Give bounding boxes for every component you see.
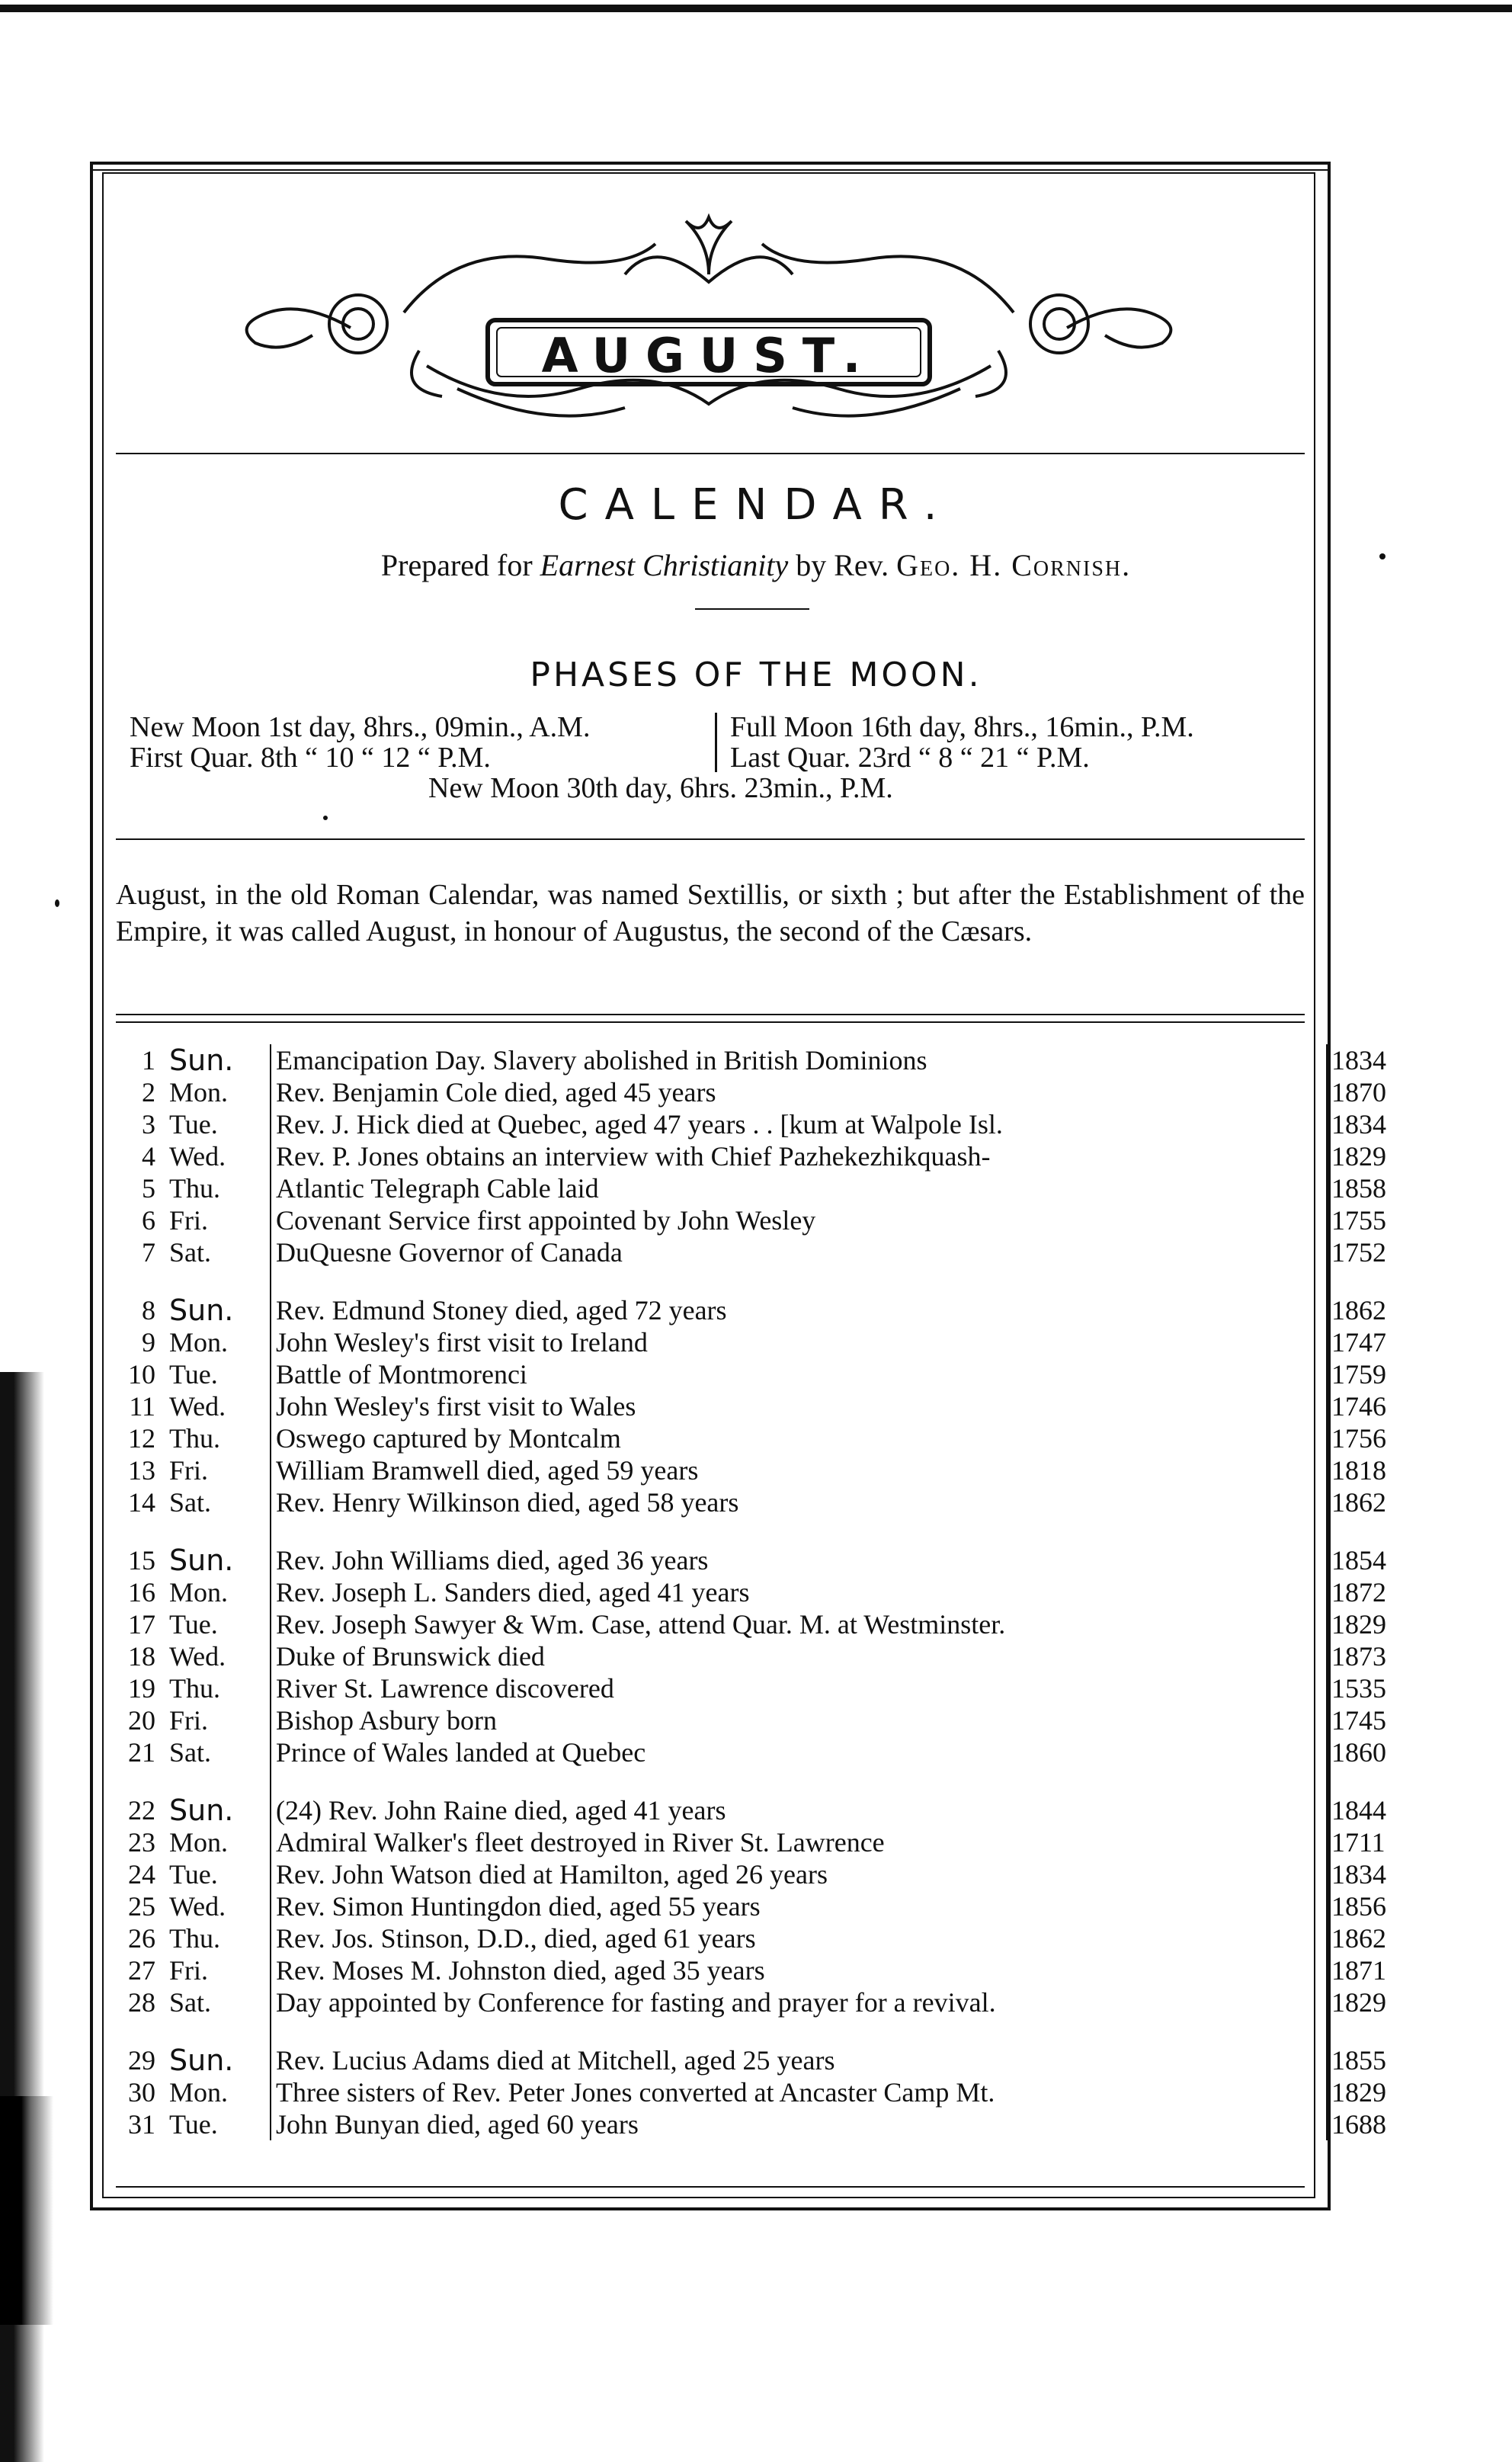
event-year: 1711	[1331, 1827, 1385, 1858]
event-label: Rev. Benjamin Cole died, aged 45 years	[276, 1077, 722, 1108]
day-row	[116, 1422, 1386, 1454]
day-name: Tue.	[169, 1609, 218, 1640]
day-name: Fri.	[169, 1705, 209, 1736]
event-label: Atlantic Telegraph Cable laid	[276, 1173, 605, 1204]
event-label: Rev. Jos. Stinson, D.D., died, aged 61 years	[276, 1923, 762, 1954]
day-name: Sun.	[169, 1043, 234, 1077]
event-label: Rev. Lucius Adams died at Mitchell, aged 25 years	[276, 2045, 841, 2076]
day-row	[116, 2108, 1386, 2140]
day-number: 12	[128, 1423, 155, 1454]
event-text	[276, 1422, 1316, 1454]
event-year: 1829	[1331, 1141, 1386, 1172]
day-name: Sun.	[169, 1544, 234, 1577]
event-text	[276, 1826, 1316, 1858]
event-text	[276, 1794, 1316, 1826]
event-year: 1862	[1331, 1923, 1386, 1954]
day-number: 22	[128, 1795, 155, 1826]
event-year: 1860	[1331, 1737, 1386, 1768]
day-row	[116, 1358, 1386, 1390]
event-text	[276, 1076, 1316, 1108]
event-label: (24) Rev. John Raine died, aged 41 years	[276, 1795, 732, 1826]
day-name: Sat.	[169, 1237, 212, 1268]
event-label: Admiral Walker's fleet destroyed in River St. Lawrence	[276, 1827, 891, 1858]
event-year: 1818	[1331, 1455, 1386, 1486]
day-row	[116, 1326, 1386, 1358]
event-label: Rev. John Williams died, aged 36 years	[276, 1545, 714, 1576]
event-text	[276, 2044, 1316, 2076]
event-year: 1759	[1331, 1359, 1386, 1390]
day-number: 8	[142, 1295, 155, 1326]
event-year: 1834	[1331, 1045, 1386, 1076]
short-rule	[695, 608, 809, 610]
event-label: Rev. J. Hick died at Quebec, aged 47 years . . [kum at Walpole Isl.	[276, 1109, 1009, 1140]
event-label: John Bunyan died, aged 60 years	[276, 2109, 645, 2140]
event-year: 1756	[1331, 1423, 1386, 1454]
day-row	[116, 1890, 1386, 1922]
event-label: Rev. John Watson died at Hamilton, aged 26 years	[276, 1859, 834, 1890]
day-name: Fri.	[169, 1955, 209, 1986]
event-label: Rev. Henry Wilkinson died, aged 58 years	[276, 1487, 745, 1518]
day-name: Thu.	[169, 1173, 220, 1204]
divider-rule	[116, 838, 1305, 840]
event-year: 1752	[1331, 1237, 1386, 1268]
day-name: Thu.	[169, 1423, 220, 1454]
event-text	[276, 1236, 1316, 1268]
day-name: Thu.	[169, 1923, 220, 1954]
event-year: 1755	[1331, 1205, 1386, 1236]
day-row	[116, 1794, 1386, 1827]
day-row	[116, 1704, 1386, 1736]
event-year: 1688	[1331, 2109, 1386, 2140]
event-year: 1829	[1331, 1609, 1386, 1640]
day-row	[116, 1294, 1386, 1327]
day-number: 2	[142, 1077, 155, 1108]
day-number: 6	[142, 1205, 155, 1236]
event-label: DuQuesne Governor of Canada	[276, 1237, 629, 1268]
day-name: Tue.	[169, 1109, 218, 1140]
divider-rule	[116, 1021, 1305, 1023]
event-text	[276, 1640, 1316, 1672]
ornament-icon	[229, 213, 1189, 434]
phases-title: PHASES OF THE MOON.	[530, 656, 982, 694]
phase-line-2-right: Last Quar. 23rd “ 8 “ 21 “ P.M.	[730, 742, 1090, 774]
day-name: Sun.	[169, 1794, 234, 1827]
event-label: Rev. Joseph Sawyer & Wm. Case, attend Quar. M. at Westminster.	[276, 1609, 1011, 1640]
event-text	[276, 1486, 1316, 1518]
day-number: 23	[128, 1827, 155, 1858]
event-text	[276, 2076, 1316, 2108]
day-row	[116, 2044, 1386, 2077]
event-label: Battle of Montmorenci	[276, 1359, 533, 1390]
top-rule	[0, 5, 1512, 12]
event-year: 1854	[1331, 1545, 1386, 1576]
event-label: John Wesley's first visit to Ireland	[276, 1327, 654, 1358]
day-number: 1	[142, 1045, 155, 1076]
column-rule-right	[1326, 1044, 1328, 2140]
divider-rule	[116, 1014, 1305, 1015]
scan-speck	[55, 899, 59, 907]
event-text	[276, 1576, 1316, 1608]
event-text	[276, 1044, 1316, 1076]
day-name: Tue.	[169, 1859, 218, 1890]
day-number: 11	[129, 1391, 155, 1422]
day-number: 5	[142, 1173, 155, 1204]
day-number: 14	[128, 1487, 155, 1518]
event-year: 1858	[1331, 1173, 1386, 1204]
event-text	[276, 1608, 1316, 1640]
day-number: 15	[128, 1545, 155, 1576]
day-name: Sun.	[169, 1294, 234, 1327]
day-number: 18	[128, 1641, 155, 1672]
day-number: 13	[128, 1455, 155, 1486]
event-text	[276, 1454, 1316, 1486]
event-year: 1871	[1331, 1955, 1386, 1986]
day-name: Mon.	[169, 2077, 229, 2108]
day-row	[116, 1204, 1386, 1236]
event-year: 1862	[1331, 1295, 1386, 1326]
day-name: Fri.	[169, 1205, 209, 1236]
divider-rule-bottom	[116, 2186, 1305, 2188]
event-label: Rev. P. Jones obtains an interview with Chief Pazhekezhikquash-	[276, 1141, 996, 1172]
day-number: 29	[128, 2045, 155, 2076]
day-number: 21	[128, 1737, 155, 1768]
ornamental-header	[229, 213, 1189, 434]
event-label: Bishop Asbury born	[276, 1705, 503, 1736]
publication-name: Earnest Christianity	[540, 548, 789, 582]
day-number: 20	[128, 1705, 155, 1736]
day-name: Wed.	[169, 1141, 226, 1172]
event-label: Day appointed by Conference for fasting and prayer for a revival.	[276, 1987, 1002, 2018]
event-year: 1870	[1331, 1077, 1386, 1108]
phase-line-1-right: Full Moon 16th day, 8hrs., 16min., P.M.	[730, 711, 1194, 743]
day-number: 9	[142, 1327, 155, 1358]
event-label: Rev. Joseph L. Sanders died, aged 41 years	[276, 1577, 756, 1608]
prepared-by: by Rev.	[796, 548, 889, 582]
event-text	[276, 1890, 1316, 1922]
day-number: 24	[128, 1859, 155, 1890]
day-number: 27	[128, 1955, 155, 1986]
event-text	[276, 1544, 1316, 1576]
day-row	[116, 1672, 1386, 1704]
event-text	[276, 1390, 1316, 1422]
day-row	[116, 1826, 1385, 1858]
event-label: Prince of Wales landed at Quebec	[276, 1737, 652, 1768]
event-year: 1829	[1331, 1987, 1386, 2018]
event-year: 1862	[1331, 1487, 1386, 1518]
event-text	[276, 1358, 1316, 1390]
event-label: Covenant Service first appointed by John Wesley	[276, 1205, 822, 1236]
day-row	[116, 2076, 1386, 2108]
phase-line-3: New Moon 30th day, 6hrs. 23min., P.M.	[428, 772, 893, 804]
event-text	[276, 1672, 1316, 1704]
event-label: Rev. Simon Huntingdon died, aged 55 years	[276, 1891, 767, 1922]
day-number: 28	[128, 1987, 155, 2018]
day-row	[116, 1043, 1386, 1077]
day-name: Sat.	[169, 1487, 212, 1518]
day-number: 4	[142, 1141, 155, 1172]
phase-line-1-left: New Moon 1st day, 8hrs., 09min., A.M.	[130, 711, 591, 743]
day-row	[116, 1544, 1386, 1577]
day-number: 30	[128, 2077, 155, 2108]
day-row	[116, 1236, 1386, 1268]
day-row	[116, 1640, 1386, 1672]
event-label: Rev. Edmund Stoney died, aged 72 years	[276, 1295, 733, 1326]
day-row	[116, 1172, 1386, 1204]
event-text	[276, 1294, 1316, 1326]
event-text	[276, 1954, 1316, 1986]
event-text	[276, 1140, 1316, 1172]
day-row	[116, 1922, 1386, 1954]
day-number: 16	[128, 1577, 155, 1608]
day-number: 19	[128, 1673, 155, 1704]
day-name: Mon.	[169, 1077, 229, 1108]
author-name: Geo. H. Cornish.	[896, 548, 1132, 582]
event-text	[276, 1704, 1316, 1736]
event-year: 1834	[1331, 1859, 1386, 1890]
event-year: 1746	[1331, 1391, 1386, 1422]
event-text	[276, 1922, 1316, 1954]
day-row	[116, 1390, 1386, 1422]
event-label: William Bramwell died, aged 59 years	[276, 1455, 704, 1486]
day-row	[116, 1954, 1386, 1986]
day-number: 17	[128, 1609, 155, 1640]
event-year: 1834	[1331, 1109, 1386, 1140]
day-row	[116, 1140, 1386, 1172]
event-year: 1872	[1331, 1577, 1386, 1608]
event-text	[276, 1172, 1316, 1204]
event-year: 1747	[1331, 1327, 1386, 1358]
day-row	[116, 1858, 1386, 1890]
event-text	[276, 1736, 1316, 1768]
intro-paragraph: August, in the old Roman Calendar, was named Sextillis, or sixth ; but after the Establishment of the Empire, it was called August, in honour of Augustus, the second of the Cæsars.	[116, 879, 1305, 947]
day-row	[116, 1736, 1386, 1768]
month-title: AUGUST.	[541, 328, 876, 383]
day-name: Mon.	[169, 1827, 229, 1858]
event-year: 1829	[1331, 2077, 1386, 2108]
event-text	[276, 1858, 1316, 1890]
phase-line-2-left: First Quar. 8th “ 10 “ 12 “ P.M.	[130, 742, 491, 774]
event-label: Emancipation Day. Slavery abolished in British Dominions	[276, 1045, 934, 1076]
day-row	[116, 1486, 1386, 1518]
divider-rule	[116, 453, 1305, 454]
day-name: Sat.	[169, 1737, 212, 1768]
event-year: 1855	[1331, 2045, 1386, 2076]
event-year: 1844	[1331, 1795, 1386, 1826]
event-text	[276, 1108, 1316, 1140]
event-label: River St. Lawrence discovered	[276, 1673, 620, 1704]
event-label: Rev. Moses M. Johnston died, aged 35 years	[276, 1955, 771, 1986]
event-text	[276, 1986, 1316, 2018]
prepared-pre: Prepared for	[380, 548, 533, 582]
day-number: 26	[128, 1923, 155, 1954]
day-name: Wed.	[169, 1391, 226, 1422]
page-frame-double-rule	[90, 169, 1328, 171]
column-rule-left	[270, 1044, 271, 2140]
day-name: Tue.	[169, 2109, 218, 2140]
calendar-title: CALENDAR.	[558, 480, 954, 530]
day-name: Tue.	[169, 1359, 218, 1390]
day-name: Wed.	[169, 1641, 226, 1672]
day-row	[116, 1576, 1386, 1608]
prepared-line	[0, 547, 1512, 583]
day-name: Sat.	[169, 1987, 212, 2018]
day-row	[116, 1108, 1386, 1140]
event-year: 1873	[1331, 1641, 1386, 1672]
day-name: Wed.	[169, 1891, 226, 1922]
day-row	[116, 1608, 1386, 1640]
day-name: Sun.	[169, 2044, 234, 2077]
scan-margin-shadow-dark	[0, 2096, 53, 2325]
event-year: 1745	[1331, 1705, 1386, 1736]
day-number: 31	[128, 2109, 155, 2140]
event-label: Oswego captured by Montcalm	[276, 1423, 627, 1454]
event-label: Three sisters of Rev. Peter Jones converted at Ancaster Camp Mt.	[276, 2077, 1001, 2108]
day-name: Fri.	[169, 1455, 209, 1486]
event-text	[276, 2108, 1316, 2140]
event-text	[276, 1204, 1316, 1236]
phase-divider	[715, 713, 717, 772]
scan-speck	[323, 816, 328, 820]
day-name: Mon.	[169, 1327, 229, 1358]
event-year: 1856	[1331, 1891, 1386, 1922]
day-row	[116, 1986, 1386, 2018]
day-name: Thu.	[169, 1673, 220, 1704]
event-text	[276, 1326, 1316, 1358]
event-year: 1535	[1331, 1673, 1386, 1704]
day-name: Mon.	[169, 1577, 229, 1608]
event-label: Duke of Brunswick died	[276, 1641, 551, 1672]
event-label: John Wesley's first visit to Wales	[276, 1391, 642, 1422]
day-number: 25	[128, 1891, 155, 1922]
day-number: 3	[142, 1109, 155, 1140]
day-row	[116, 1454, 1386, 1486]
day-number: 10	[128, 1359, 155, 1390]
day-number: 7	[142, 1237, 155, 1268]
day-row	[116, 1076, 1386, 1108]
